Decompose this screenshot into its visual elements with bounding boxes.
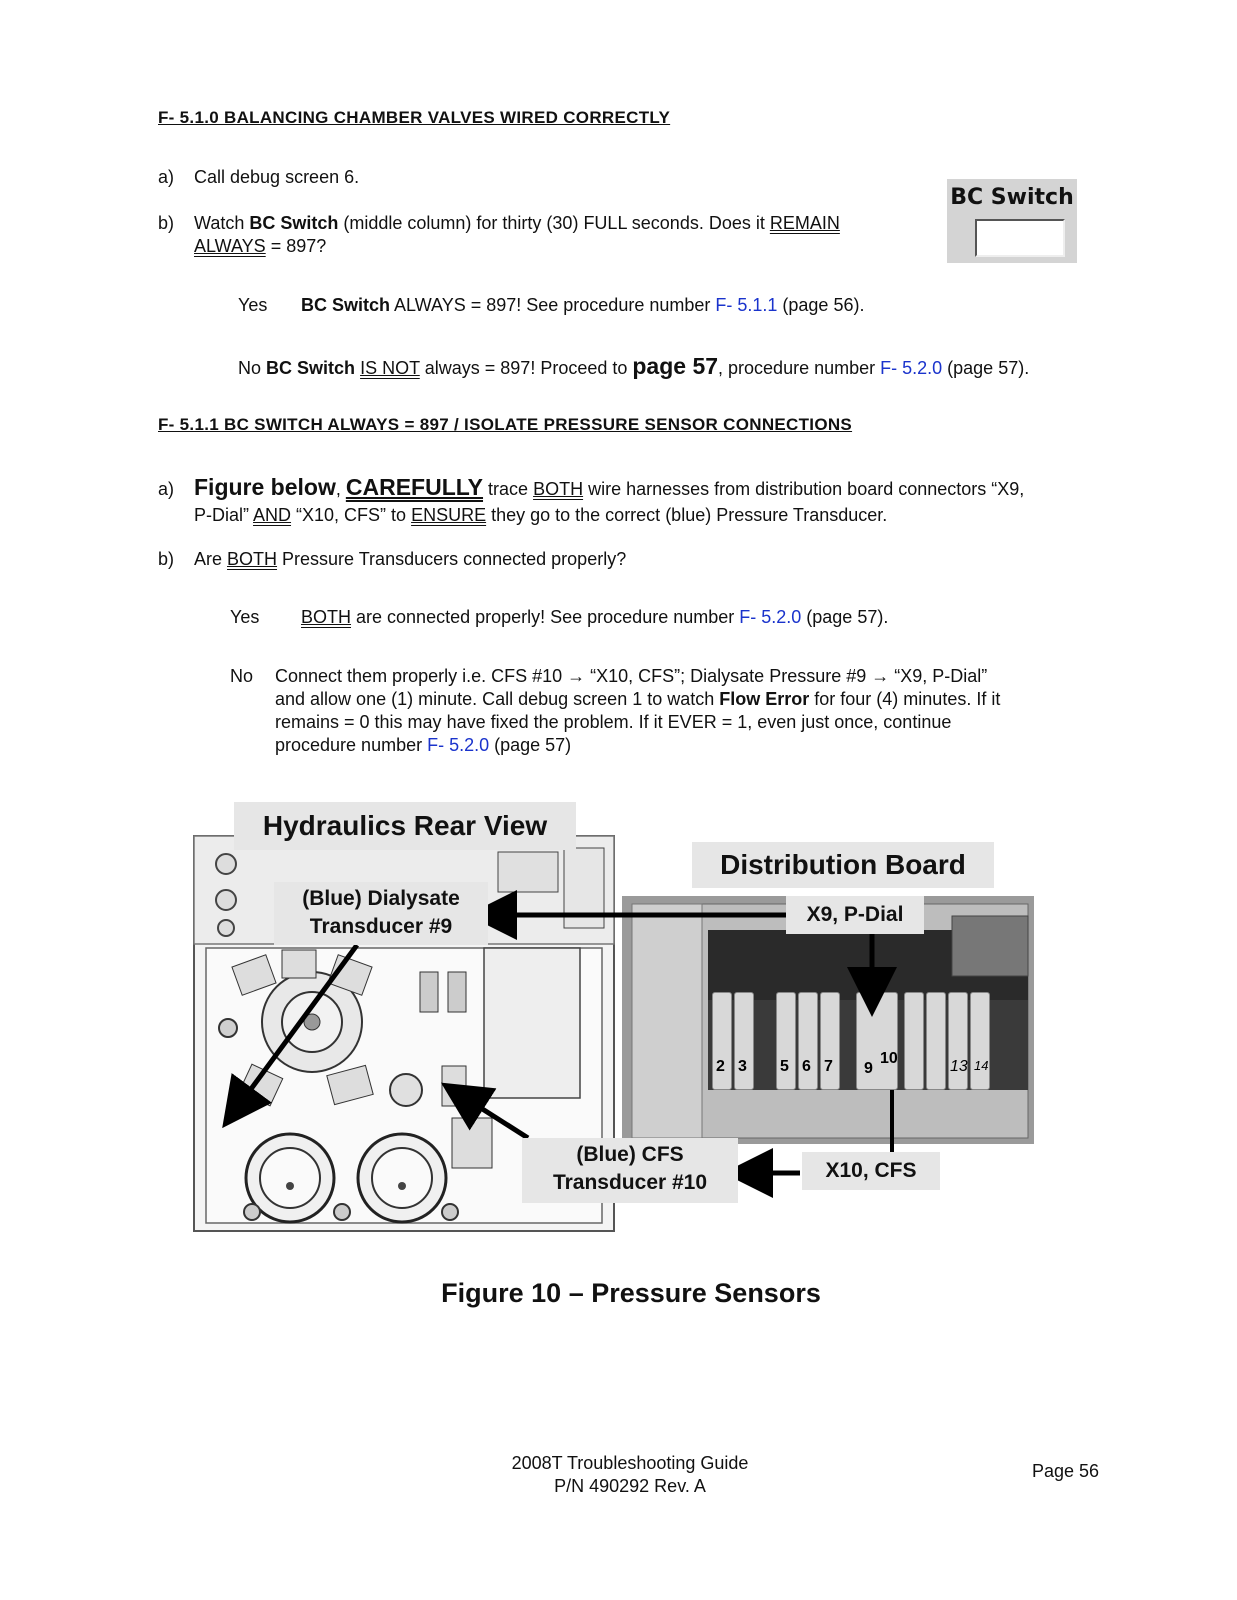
link-f-5-2-0-c[interactable]: F- 5.2.0	[427, 735, 490, 755]
yes-label-2: Yes	[230, 607, 260, 627]
bc-switch-widget	[947, 179, 1077, 263]
yes-text-2: BOTH are connected properly! See procedure number F- 5.2.0 (page 57).	[301, 607, 889, 627]
connector-number: 14	[974, 1058, 989, 1073]
link-f-5-2-0-b[interactable]: F- 5.2.0	[739, 607, 802, 627]
figure-caption: Figure 10 – Pressure Sensors	[441, 1278, 821, 1308]
link-f-5-1-1[interactable]: F- 5.1.1	[715, 295, 778, 315]
connector-number: 9	[864, 1060, 873, 1077]
pressure-sensors-figure	[192, 800, 1042, 1235]
no-label-2: No	[230, 666, 254, 686]
step-a-text: Call debug screen 6.	[194, 167, 360, 187]
connector-number: 6	[802, 1058, 811, 1075]
connector-number: 7	[824, 1058, 833, 1075]
arrow-cfs-to-sensor	[462, 1096, 528, 1138]
bc-switch-value-field	[975, 219, 1065, 257]
step-a-marker: a)	[158, 167, 175, 187]
connector-number: 3	[738, 1058, 747, 1075]
connector-number: 5	[780, 1058, 789, 1075]
step-b-marker-2: b)	[158, 549, 175, 569]
yes-label: Yes	[238, 295, 268, 315]
step-b-text: Watch BC Switch (middle column) for thirty (30) FULL seconds. Does it REMAIN ALWAYS = 897?	[194, 213, 840, 256]
section-heading-5-1-1: F- 5.1.1 BC SWITCH ALWAYS = 897 / ISOLATE PRESSURE SENSOR CONNECTIONS	[158, 415, 853, 434]
no-text-2: Connect them properly i.e. CFS #10 → “X10, CFS”; Dialysate Pressure #9 → “X9, P-Dial” and allow one (1) minute. Call debug screen 1 to watch Flow Error for four (4) minutes. If it remains = 0 this may have fixed the problem. If it EVER = 1, even just once, continue procedure number F- 5.2.0 (page 57)	[275, 666, 1001, 755]
arrow-dialysate-to-sensor	[237, 945, 357, 1108]
x9-p-dial-label: X9, P-Dial	[786, 896, 924, 934]
cfs-transducer-label: (Blue) CFS Transducer #10	[522, 1138, 738, 1203]
step-b-marker: b)	[158, 213, 175, 233]
hydraulics-rear-view-title: Hydraulics Rear View	[234, 802, 576, 850]
link-f-5-2-0[interactable]: F- 5.2.0	[880, 358, 943, 378]
step-a-marker-2: a)	[158, 479, 175, 499]
yes-text: BC Switch ALWAYS = 897! See procedure number F- 5.1.1 (page 56).	[301, 295, 865, 315]
step-a-text-2: Figure below, CAREFULLY trace BOTH wire harnesses from distribution board connectors “X9, P-Dial” AND “X10, CFS” to ENSURE they go to the correct (blue) Pressure Transducer.	[194, 474, 1025, 525]
footer-page-number: Page 56	[1032, 1461, 1100, 1481]
distribution-board-title: Distribution Board	[692, 842, 994, 888]
connector-number: 13	[950, 1058, 968, 1075]
no-text: No BC Switch IS NOT always = 897! Proceed to page 57, procedure number F- 5.2.0 (page 57).	[238, 353, 1030, 379]
footer-doc-title: 2008T Troubleshooting Guide P/N 490292 Rev. A	[511, 1453, 749, 1496]
x10-cfs-label: X10, CFS	[802, 1152, 940, 1190]
section-heading-5-1-0: F- 5.1.0 BALANCING CHAMBER VALVES WIRED CORRECTLY	[158, 108, 671, 127]
connector-number: 2	[716, 1058, 725, 1075]
step-b-text-2: Are BOTH Pressure Transducers connected properly?	[194, 549, 627, 569]
bc-switch-label: BC Switch	[950, 185, 1074, 210]
dialysate-transducer-label: (Blue) Dialysate Transducer #9	[274, 882, 488, 945]
connector-number: 10	[880, 1050, 898, 1067]
